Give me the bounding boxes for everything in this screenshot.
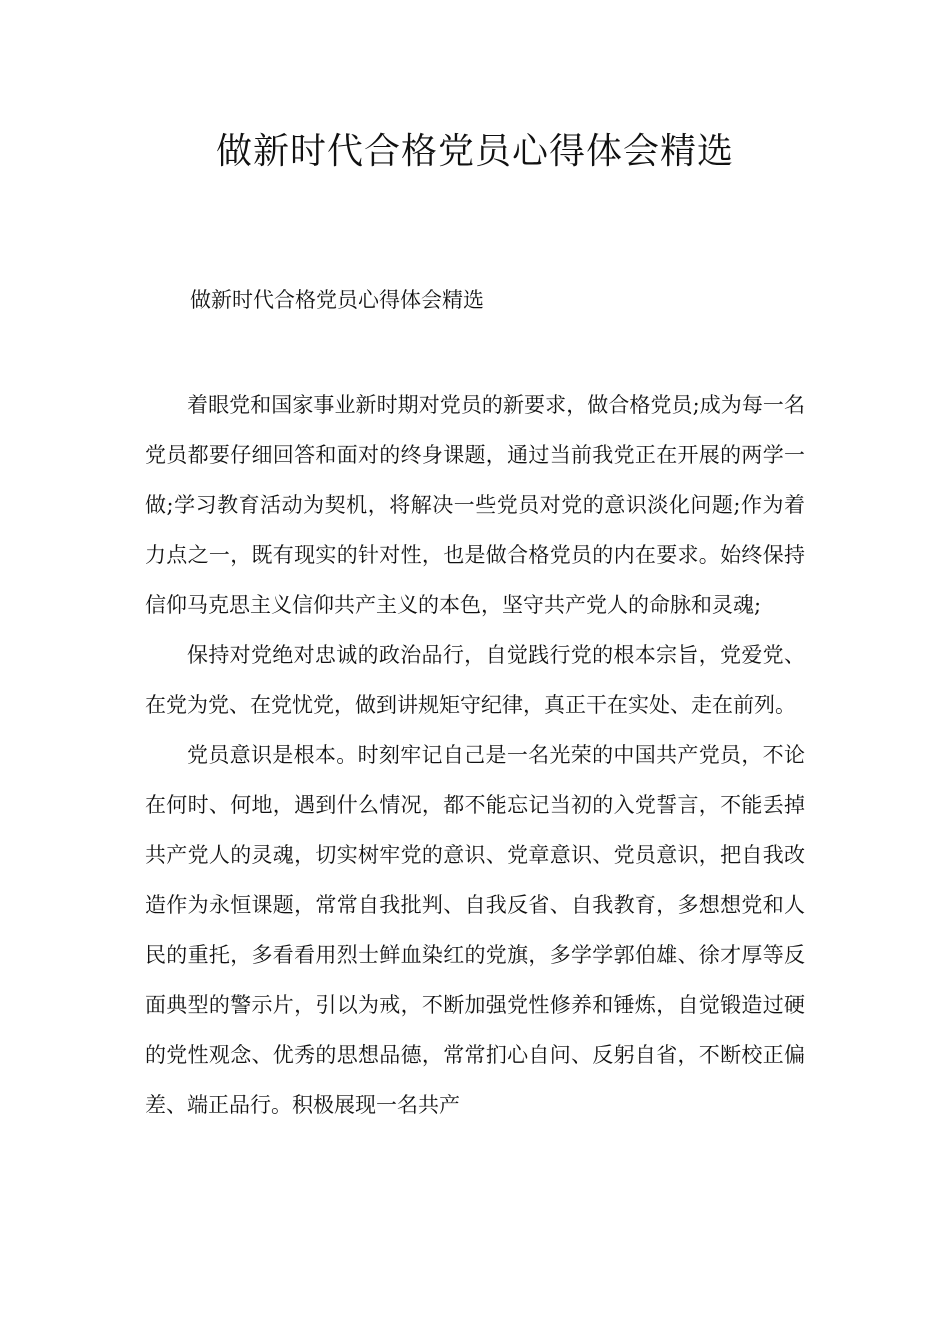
document-subtitle: 做新时代合格党员心得体会精选 bbox=[190, 288, 484, 312]
body-paragraph: 着眼党和国家事业新时期对党员的新要求，做合格党员;成为每一名党员都要仔细回答和面对的终身课题，通过当前我党正在开展的两学一做;学习教育活动为契机，将解决一些党员对党的意识淡化问题;作为着力点之一，既有现实的针对性，也是做合格党员的内在要求。始终保持信仰马克思主义信仰共产主义的本色，坚守共产党人的命脉和灵魂; bbox=[145, 393, 805, 617]
document-title: 做新时代合格党员心得体会精选 bbox=[215, 131, 734, 172]
body-paragraph: 保持对党绝对忠诚的政治品行，自觉践行党的根本宗旨，党爱党、在党为党、在党忧党，做到讲规矩守纪律，真正干在实处、走在前列。 bbox=[145, 643, 805, 717]
body-paragraph: 党员意识是根本。时刻牢记自己是一名光荣的中国共产党员，不论在何时、何地，遇到什么情况，都不能忘记当初的入党誓言，不能丢掉共产党人的灵魂，切实树牢党的意识、党章意识、党员意识，把自我改造作为永恒课题，常常自我批判、自我反省、自我教育，多想想党和人民的重托，多看看用烈士鲜血染红的党旗，多学学郭伯雄、徐才厚等反面典型的警示片，引以为戒，不断加强党性修养和锤炼，自觉锻造过硬的党性观念、优秀的思想品德，常常扪心自问、反躬自省，不断校正偏差、端正品行。积极展现一名共产 bbox=[145, 743, 805, 1117]
document-body bbox=[145, 380, 805, 1130]
